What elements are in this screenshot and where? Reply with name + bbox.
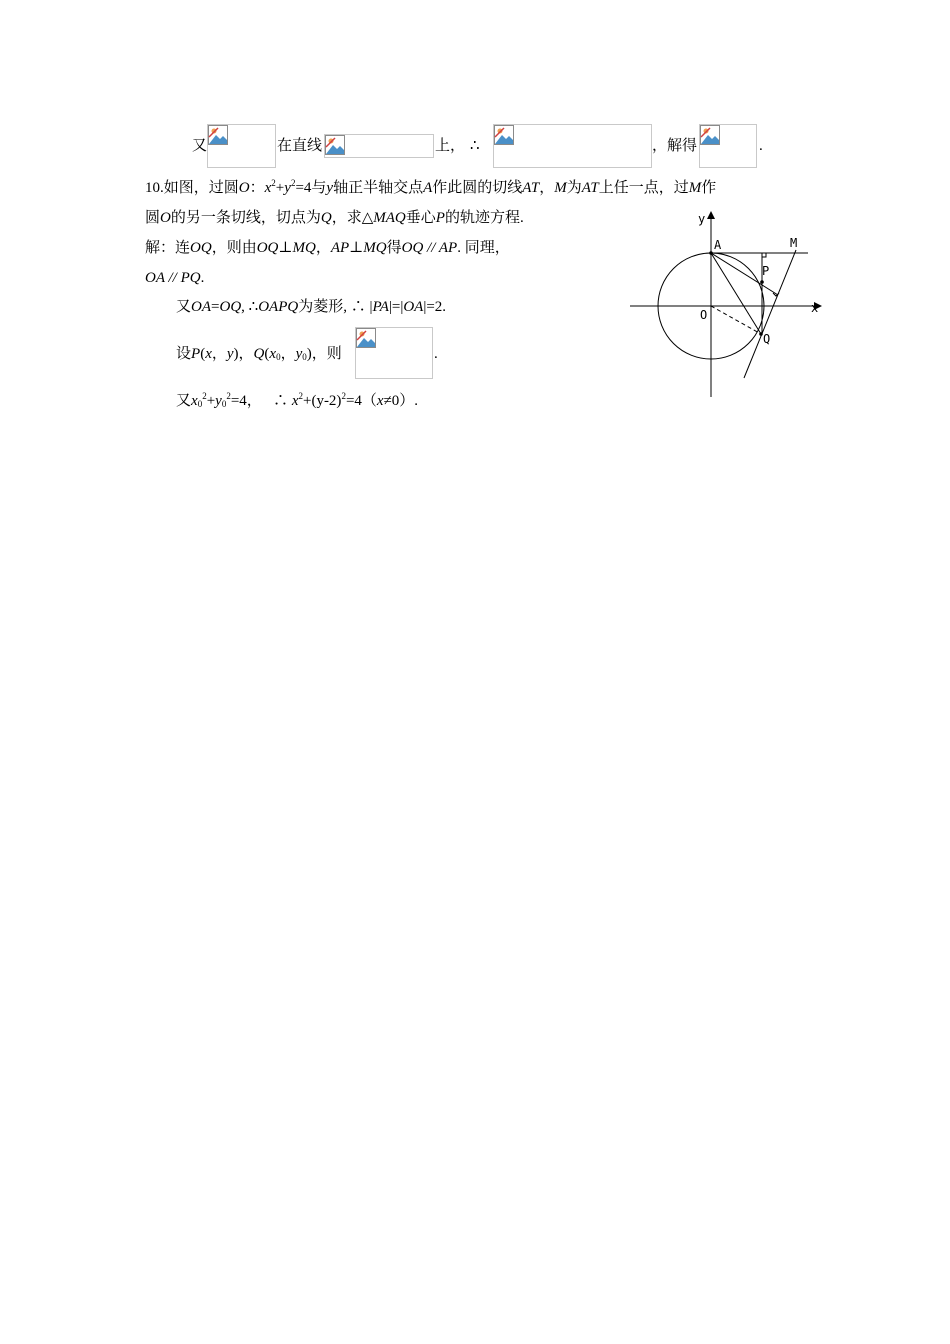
formula-image-1 [207,124,276,168]
row1-text-jiede: ，解得 [652,138,698,154]
broken-image-icon [356,328,376,348]
row1-text-you: 又 [192,138,208,154]
row1-therefore: ∴ [470,138,480,154]
solution-line-4: 设P(x，y)，$Q(x_0$，$y_0$)，则 [176,346,342,362]
label-x: x [811,301,819,315]
row1-text-shang: 上， [435,138,466,154]
point-A [709,251,713,255]
solution-line-5: 又$x_0^2+y_0^2=4$， ∴ $x^2+(y-2)^2=4(x\ne 0)$. [176,391,419,409]
row1-text-zaizhixian: 在直线 [277,138,323,154]
label-A: A [714,238,722,252]
row1-period: . [759,138,763,154]
broken-image-icon [208,125,228,145]
solution-line-3: 又OA=OQ, ∴OAPQ为菱形, ∴ |PA|=|OA|=2. [176,299,447,315]
formula-image-2 [324,134,434,158]
solution-line-2: OA // PQ. [145,270,205,286]
formula-image-4 [699,124,757,168]
broken-image-icon [494,125,514,145]
problem-line-2: 圆O的另一条切线，切点为Q，求△MAQ垂心P的轨迹方程. [145,210,524,226]
label-M: M [790,236,798,250]
label-Q: Q [763,332,771,346]
problem-line-1: 10.如图，过圆O：$x^2+y^2=4$与y轴正半轴交点A作此圆的切线AT，M为AT上任一点，过M作 [145,178,717,196]
label-O: O [700,308,708,322]
geometry-figure [628,207,824,401]
solution-line-1: 解：连OQ，则由OQ⊥MQ，AP⊥MQ得OQ // AP. 同理， [145,240,510,256]
formula-image-5 [355,327,433,379]
y-axis-arrow [707,211,715,219]
segment-AQ [711,253,761,334]
broken-image-icon [325,135,345,155]
label-y: y [698,212,706,226]
tangent-MQ [744,250,796,378]
label-P: P [762,264,770,278]
solution-line-4-end: . [434,346,438,362]
right-angle-mark-1 [762,253,766,257]
broken-image-icon [700,125,720,145]
segment-OQ-dashed [711,306,761,334]
formula-image-3 [493,124,652,168]
point-P [760,280,764,284]
